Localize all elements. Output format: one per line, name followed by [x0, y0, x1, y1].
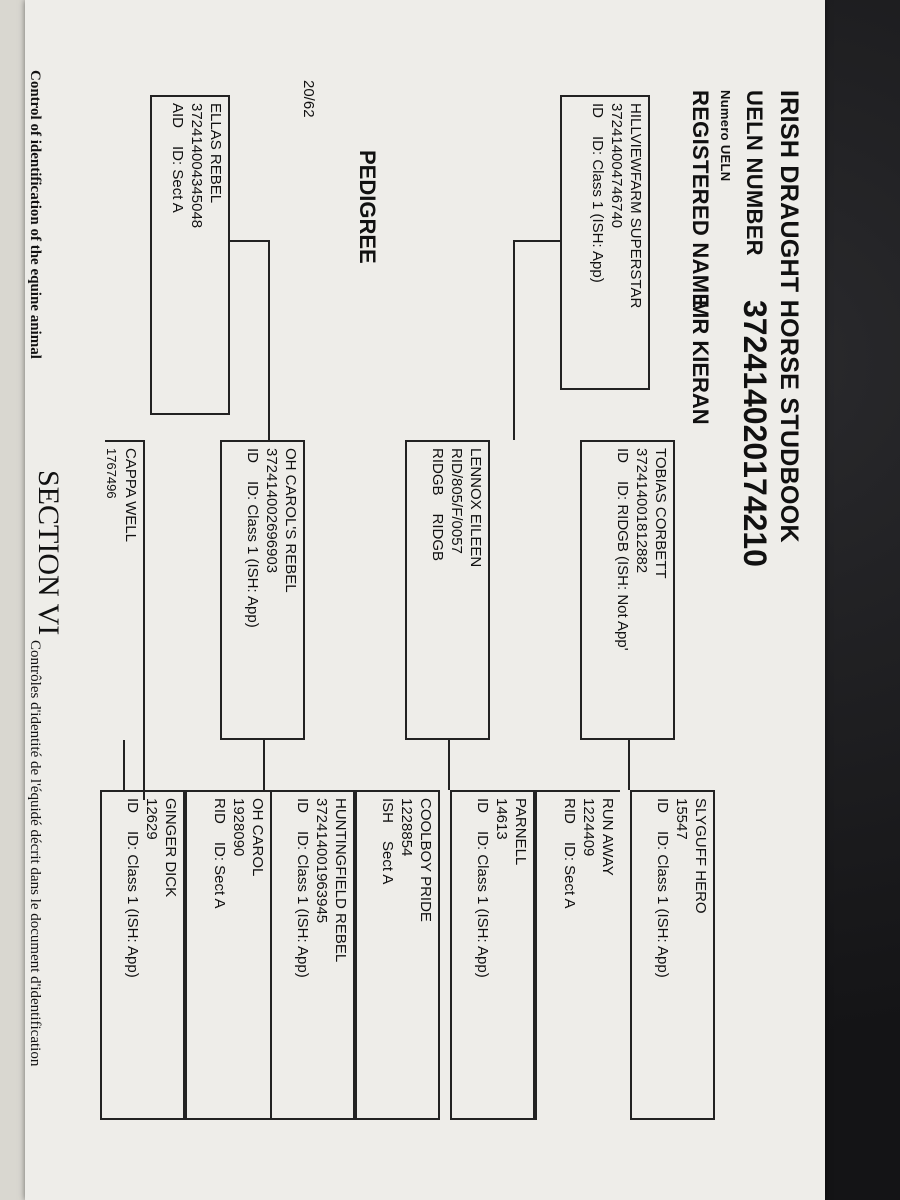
- gen2-3-connector: [263, 740, 265, 790]
- gen3-number: 1928090: [230, 798, 247, 857]
- sire-number: 372414004746740: [608, 103, 625, 229]
- gen2-name: TOBIAS CORBETT: [652, 448, 669, 579]
- gen3-box-1: [630, 790, 715, 1120]
- gen3-id-label: ID: [474, 798, 491, 813]
- gen2-2-connector: [448, 740, 450, 790]
- sire-name: HILLVIEWFARM SUPERSTAR: [627, 103, 644, 309]
- gen3-id-label: RID: [561, 798, 578, 824]
- studbook-title: IRISH DRAUGHT HORSE STUDBOOK: [775, 90, 803, 543]
- gen2-number: RID/805/F/0057: [448, 448, 465, 554]
- rotated-page-content: [25, 0, 825, 1200]
- gen2-id-class: ID: RIDGB (ISH: Not App': [614, 481, 631, 651]
- footer-french: Contrôles d'identité de l'équidé décrit dans le document d'identification: [27, 640, 43, 1067]
- gen3-name: HUNTINGFIELD REBEL: [332, 798, 349, 963]
- gen2-1-connector: [628, 740, 630, 790]
- footer-english: Control of identification of the equine animal: [27, 70, 43, 359]
- gen3-number: 1224409: [580, 798, 597, 857]
- dam-box: [150, 95, 230, 415]
- gen3-box-7: [100, 790, 185, 1120]
- gen2-id-label: RIDGB: [429, 448, 446, 496]
- gen3-id-class: Sect A: [379, 841, 396, 885]
- gen2-name: CAPPA WELL: [122, 448, 139, 542]
- gen2-4-connector: [123, 740, 125, 790]
- gen2-box-2: [405, 440, 490, 740]
- ueln-value: 372414020174210: [737, 300, 773, 567]
- gen3-id-label: ID: [654, 798, 671, 813]
- gen2-id-label: ID: [614, 448, 631, 463]
- gen3-number: 15547: [673, 798, 690, 840]
- gen3-id-label: ISH: [379, 798, 396, 824]
- gen3-id-class: ID: Class 1 (ISH: App): [294, 831, 311, 978]
- dam-connector: [230, 240, 270, 242]
- gen3-number: 12629: [143, 798, 160, 840]
- gen2-number: 372414002696903: [263, 448, 280, 574]
- dam-name: ELLAS REBEL: [207, 103, 224, 204]
- numero-ueln-label: Numero UELN: [718, 90, 733, 182]
- gen3-id-class: ID: Class 1 (ISH: App): [654, 831, 671, 978]
- gen3-name: PARNELL: [512, 798, 529, 866]
- gen2-box-4: [105, 440, 145, 800]
- pedigree-heading: PEDIGREE: [355, 150, 380, 264]
- gen3-id-class: ID: Class 1 (ISH: App): [474, 831, 491, 978]
- page-fraction: 20/62: [300, 80, 317, 118]
- sire-id-label: ID: [589, 103, 606, 118]
- registered-name-label: REGISTERED NAME: [688, 90, 713, 309]
- gen3-number: 1228854: [398, 798, 415, 857]
- sire-id-class: ID: Class 1 (ISH: App): [589, 136, 606, 283]
- gen3-box-4: [355, 790, 440, 1120]
- gen2-number: 1767496: [104, 448, 119, 499]
- gen2-id-class: ID: Class 1 (ISH: App): [244, 481, 261, 628]
- gen3-box-2: [535, 790, 620, 1120]
- dam-number: 372414004345048: [188, 103, 205, 229]
- gen3-number: 14613: [493, 798, 510, 840]
- passport-page: [25, 0, 825, 1200]
- sire-connector-h: [513, 240, 515, 440]
- gen3-name: GINGER DICK: [162, 798, 179, 898]
- gen3-id-label: RID: [211, 798, 228, 824]
- gen3-box-6: [185, 790, 270, 1120]
- gen3-id-label: ID: [124, 798, 141, 813]
- gen3-name: OH CAROL: [249, 798, 266, 877]
- gen2-box-3: [220, 440, 305, 740]
- gen3-box-5: [270, 790, 355, 1120]
- gen3-id-label: ID: [294, 798, 311, 813]
- ueln-label: UELN NUMBER: [742, 90, 767, 256]
- gen3-name: RUN AWAY: [599, 798, 616, 876]
- gen3-box-3: [450, 790, 535, 1120]
- section-heading: SECTION VI: [32, 470, 65, 636]
- gen3-name: SLYGUFF HERO: [692, 798, 709, 914]
- gen2-box-1: [580, 440, 675, 740]
- gen3-number: 372414001963945: [313, 798, 330, 924]
- gen2-id-class: RIDGB: [429, 513, 446, 562]
- gen2-id-label: ID: [244, 448, 261, 463]
- gen2-name: LENNOX EILEEN: [467, 448, 484, 568]
- gen3-id-class: ID: Sect A: [561, 841, 578, 909]
- gen2-name: OH CAROL'S REBEL: [282, 448, 299, 593]
- gen2-number: 372414001812882: [633, 448, 650, 574]
- dam-id-class: ID: Sect A: [169, 146, 186, 213]
- gen3-id-class: ID: Class 1 (ISH: App): [124, 831, 141, 978]
- gen3-id-class: ID: Sect A: [211, 841, 228, 909]
- dam-id-label: AID: [169, 103, 186, 129]
- registered-name-value: MR KIERAN: [688, 300, 713, 425]
- dam-connector-h: [268, 240, 270, 440]
- sire-connector: [515, 240, 560, 242]
- gen3-name: COOLBOY PRIDE: [417, 798, 434, 922]
- sire-box: [560, 95, 650, 390]
